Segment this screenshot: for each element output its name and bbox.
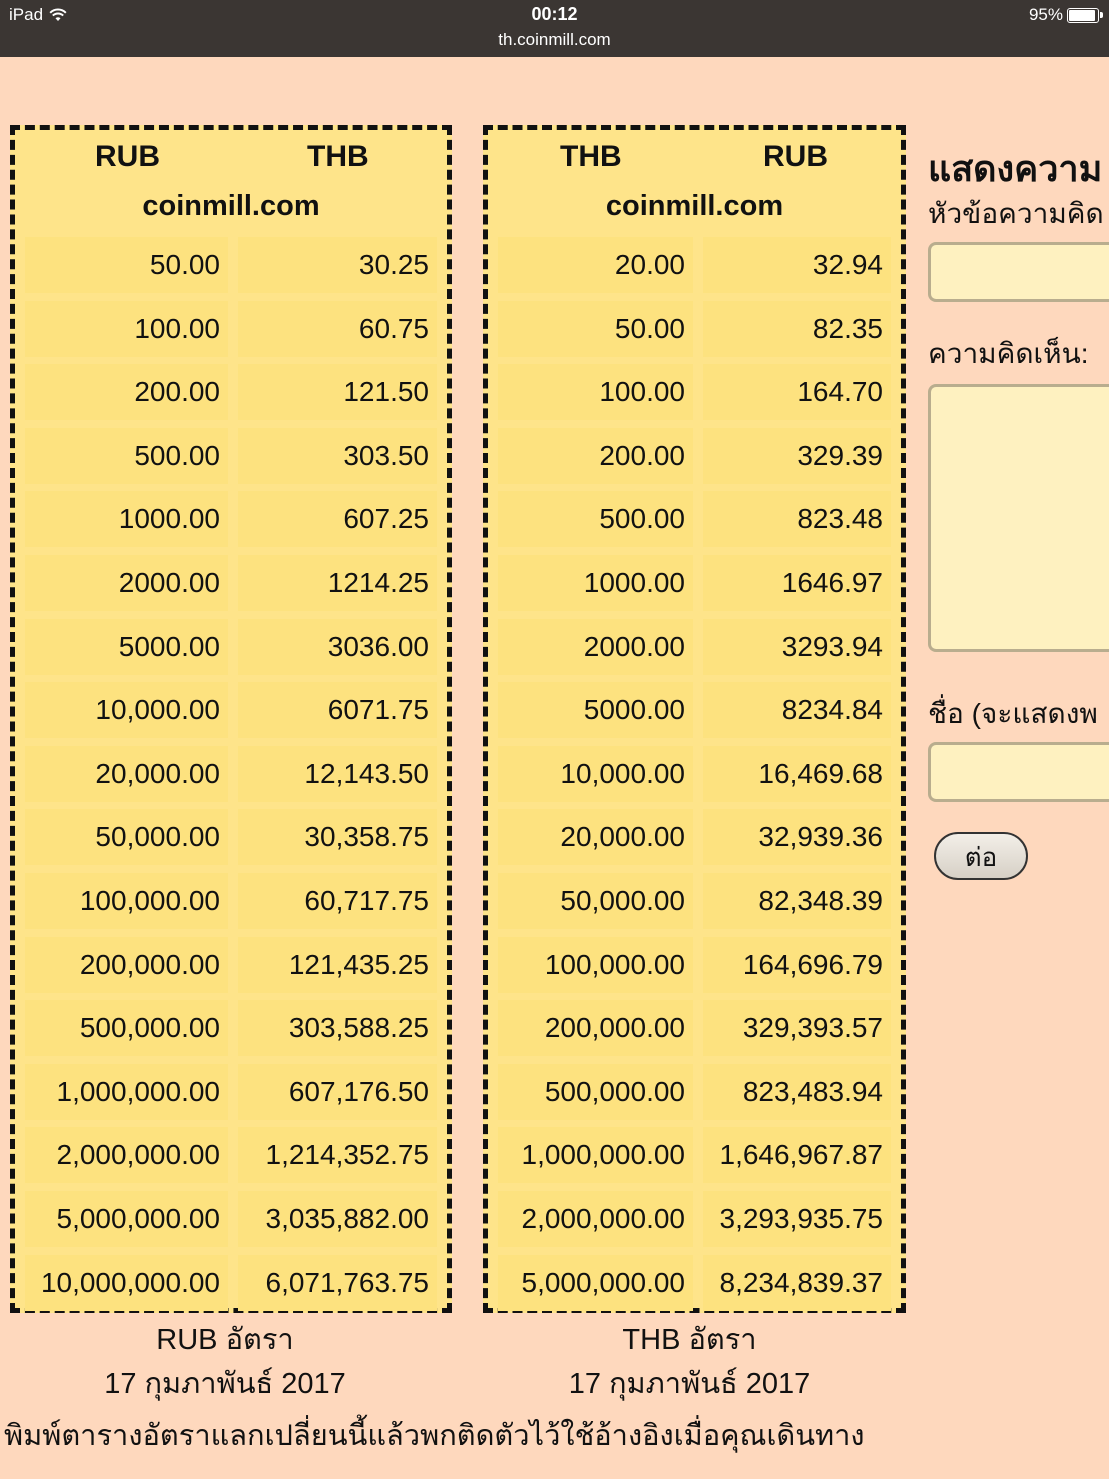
table-cell-from: 2,000,000.00 bbox=[498, 1191, 693, 1247]
table-cell-to: 3293.94 bbox=[703, 619, 891, 675]
battery-percent: 95% bbox=[1028, 5, 1063, 24]
table-row bbox=[498, 809, 891, 865]
table1-caption-date: 17 กุมภาพันธ์ 2017 bbox=[104, 1368, 346, 1400]
table-row bbox=[25, 237, 437, 293]
table1-col2-header: THB bbox=[307, 140, 369, 173]
table1-caption-line1: RUB อัตรา bbox=[156, 1324, 294, 1356]
table-cell-to: 6,071,763.75 bbox=[238, 1255, 437, 1311]
table-row bbox=[25, 1127, 437, 1183]
table-row bbox=[25, 555, 437, 611]
status-time: 00:12 bbox=[531, 4, 578, 24]
table-cell-to: 3,293,935.75 bbox=[703, 1191, 891, 1247]
table-cell-from: 20.00 bbox=[498, 237, 693, 293]
table-cell-from: 2000.00 bbox=[25, 555, 228, 611]
table-cell-from: 50.00 bbox=[498, 301, 693, 357]
table-row bbox=[498, 937, 891, 993]
table-cell-from: 5000.00 bbox=[25, 619, 228, 675]
table-cell-from: 2,000,000.00 bbox=[25, 1127, 228, 1183]
table-cell-to: 16,469.68 bbox=[703, 746, 891, 802]
table-cell-to: 12,143.50 bbox=[238, 746, 437, 802]
table-cell-from: 20,000.00 bbox=[25, 746, 228, 802]
battery-icon bbox=[1067, 8, 1099, 23]
table-row bbox=[498, 428, 891, 484]
table-cell-to: 8,234,839.37 bbox=[703, 1255, 891, 1311]
table-cell-from: 20,000.00 bbox=[498, 809, 693, 865]
name-label: ชื่อ (จะแสดงพ bbox=[928, 698, 1098, 729]
table-row bbox=[25, 301, 437, 357]
table-cell-from: 5,000,000.00 bbox=[498, 1255, 693, 1311]
table-cell-from: 100.00 bbox=[498, 364, 693, 420]
table-cell-to: 303,588.25 bbox=[238, 1000, 437, 1056]
table2-col1-header: THB bbox=[560, 140, 622, 173]
address-url[interactable]: th.coinmill.com bbox=[498, 30, 611, 49]
table-cell-to: 329,393.57 bbox=[703, 1000, 891, 1056]
table-cell-from: 200,000.00 bbox=[498, 1000, 693, 1056]
table-cell-to: 60,717.75 bbox=[238, 873, 437, 929]
table1-brand[interactable]: coinmill.com bbox=[142, 190, 320, 222]
table-cell-to: 3036.00 bbox=[238, 619, 437, 675]
table-cell-from: 500.00 bbox=[498, 491, 693, 547]
table-cell-to: 121.50 bbox=[238, 364, 437, 420]
table-row bbox=[498, 1191, 891, 1247]
thb-rub-table bbox=[483, 125, 906, 1313]
table-cell-from: 1000.00 bbox=[25, 491, 228, 547]
table-row bbox=[498, 1064, 891, 1120]
table-cell-from: 1,000,000.00 bbox=[498, 1127, 693, 1183]
table-row bbox=[25, 491, 437, 547]
table-row bbox=[25, 1000, 437, 1056]
table-cell-to: 823,483.94 bbox=[703, 1064, 891, 1120]
table-cell-from: 5000.00 bbox=[498, 682, 693, 738]
table-row bbox=[498, 491, 891, 547]
table1-caption bbox=[10, 1318, 440, 1406]
table-row bbox=[498, 1000, 891, 1056]
table-row bbox=[498, 619, 891, 675]
table-cell-to: 30,358.75 bbox=[238, 809, 437, 865]
table-row bbox=[498, 1255, 891, 1311]
table-cell-from: 500,000.00 bbox=[498, 1064, 693, 1120]
table-cell-from: 200,000.00 bbox=[25, 937, 228, 993]
table-cell-to: 1,214,352.75 bbox=[238, 1127, 437, 1183]
table-cell-from: 50,000.00 bbox=[25, 809, 228, 865]
table-row bbox=[498, 682, 891, 738]
table-cell-from: 5,000,000.00 bbox=[25, 1191, 228, 1247]
table-row bbox=[25, 619, 437, 675]
table-row bbox=[25, 364, 437, 420]
table-row bbox=[25, 1064, 437, 1120]
table2-caption-date: 17 กุมภาพันธ์ 2017 bbox=[568, 1368, 811, 1400]
table-cell-from: 1000.00 bbox=[498, 555, 693, 611]
device-label: iPad bbox=[9, 5, 44, 24]
table-cell-to: 1,646,967.87 bbox=[703, 1127, 891, 1183]
table-row bbox=[25, 746, 437, 802]
table-row bbox=[498, 301, 891, 357]
table2-caption-line1: THB อัตรา bbox=[622, 1324, 757, 1356]
status-bar bbox=[0, 0, 1109, 57]
table-cell-to: 6071.75 bbox=[238, 682, 437, 738]
form-title: แสดงความ bbox=[928, 148, 1103, 189]
table2-caption bbox=[483, 1318, 896, 1406]
table-cell-to: 60.75 bbox=[238, 301, 437, 357]
table-cell-from: 500.00 bbox=[25, 428, 228, 484]
table-row bbox=[498, 237, 891, 293]
table-cell-to: 1646.97 bbox=[703, 555, 891, 611]
table-cell-to: 32,939.36 bbox=[703, 809, 891, 865]
table-cell-from: 50.00 bbox=[25, 237, 228, 293]
table-cell-to: 303.50 bbox=[238, 428, 437, 484]
table-row bbox=[498, 364, 891, 420]
table-cell-to: 30.25 bbox=[238, 237, 437, 293]
table-row bbox=[498, 555, 891, 611]
table-row bbox=[498, 873, 891, 929]
table-cell-to: 607,176.50 bbox=[238, 1064, 437, 1120]
table-row bbox=[25, 1191, 437, 1247]
status-right bbox=[1029, 5, 1099, 25]
table-cell-to: 121,435.25 bbox=[238, 937, 437, 993]
table-cell-to: 823.48 bbox=[703, 491, 891, 547]
table-row bbox=[498, 746, 891, 802]
table-row bbox=[25, 682, 437, 738]
table2-brand[interactable]: coinmill.com bbox=[605, 190, 784, 222]
table-row bbox=[25, 873, 437, 929]
table-row bbox=[25, 937, 437, 993]
table-cell-to: 607.25 bbox=[238, 491, 437, 547]
table-cell-from: 50,000.00 bbox=[498, 873, 693, 929]
table-cell-to: 32.94 bbox=[703, 237, 891, 293]
table-cell-to: 1214.25 bbox=[238, 555, 437, 611]
table-cell-to: 329.39 bbox=[703, 428, 891, 484]
table-cell-from: 100,000.00 bbox=[498, 937, 693, 993]
table-cell-from: 10,000.00 bbox=[498, 746, 693, 802]
table1-col1-header: RUB bbox=[95, 140, 160, 173]
table-row bbox=[25, 809, 437, 865]
table-cell-to: 164.70 bbox=[703, 364, 891, 420]
table-cell-from: 100,000.00 bbox=[25, 873, 228, 929]
table-cell-from: 10,000,000.00 bbox=[25, 1255, 228, 1311]
rub-thb-table bbox=[10, 125, 452, 1313]
table-cell-from: 500,000.00 bbox=[25, 1000, 228, 1056]
table2-col2-header: RUB bbox=[763, 140, 828, 173]
table-row bbox=[25, 428, 437, 484]
table-cell-from: 100.00 bbox=[25, 301, 228, 357]
table-cell-to: 3,035,882.00 bbox=[238, 1191, 437, 1247]
table-cell-from: 2000.00 bbox=[498, 619, 693, 675]
comment-textarea[interactable] bbox=[928, 384, 1109, 652]
footer-note: พิมพ์ตารางอัตราแลกเปลี่ยนนี้แล้วพกติดตัวไว้ใช้อ้างอิงเมื่อคุณเดินทาง bbox=[4, 1420, 865, 1452]
table-cell-from: 200.00 bbox=[498, 428, 693, 484]
table-row bbox=[498, 1127, 891, 1183]
table-cell-from: 200.00 bbox=[25, 364, 228, 420]
table-row bbox=[25, 1255, 437, 1311]
table-cell-from: 1,000,000.00 bbox=[25, 1064, 228, 1120]
subject-label: หัวข้อความคิด bbox=[928, 198, 1104, 229]
subject-input[interactable] bbox=[928, 242, 1109, 302]
name-input[interactable] bbox=[928, 742, 1109, 802]
table-cell-from: 10,000.00 bbox=[25, 682, 228, 738]
comment-label: ความคิดเห็น: bbox=[928, 338, 1089, 369]
table-cell-to: 82,348.39 bbox=[703, 873, 891, 929]
table-cell-to: 82.35 bbox=[703, 301, 891, 357]
table-cell-to: 164,696.79 bbox=[703, 937, 891, 993]
submit-button[interactable]: ต่อ bbox=[934, 832, 1028, 880]
table-cell-to: 8234.84 bbox=[703, 682, 891, 738]
